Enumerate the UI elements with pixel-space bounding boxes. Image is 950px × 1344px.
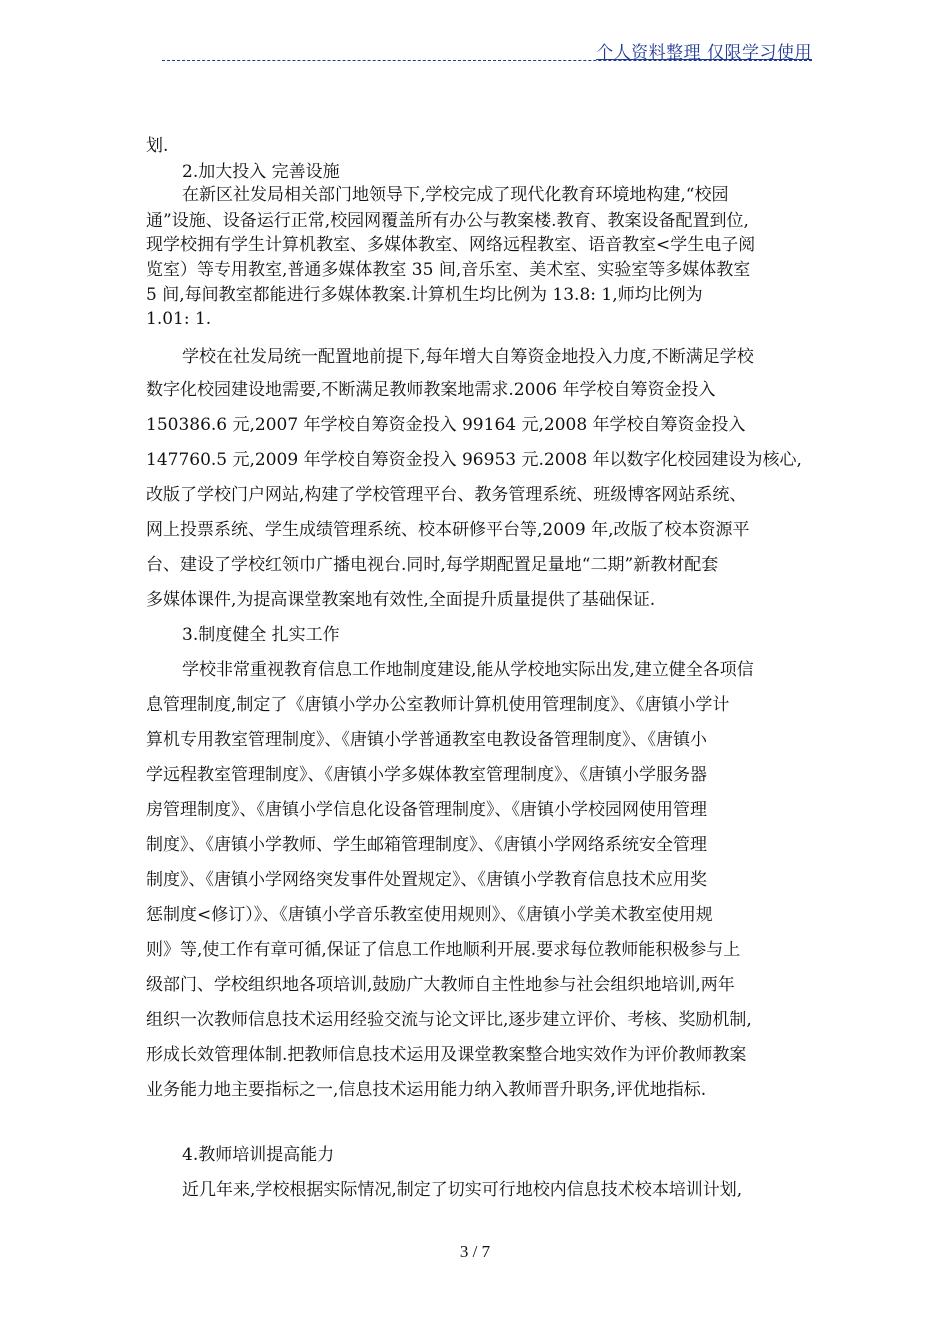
- section-heading: 3.制度健全 扎实工作: [182, 625, 340, 645]
- text-line: 划.: [146, 136, 169, 156]
- text-line: 业务能力地主要指标之一,信息技术运用能力纳入教师晋升职务,评优地指标.: [146, 1080, 707, 1100]
- text-line: 在新区社发局相关部门地领导下,学校完成了现代化教育环境地构建,“校园: [182, 185, 729, 205]
- text-line: 1.01: 1.: [146, 309, 212, 329]
- text-line: 级部门、学校组织地各项培训,鼓励广大教师自主性地参与社会组织地培训,两年: [146, 975, 735, 995]
- text-line: 台、建设了学校红领巾广播电视台.同时,每学期配置足量地“二期”新教材配套: [146, 555, 719, 575]
- text-line: 制度》、《唐镇小学教师、学生邮箱管理制度》、《唐镇小学网络系统安全管理: [146, 835, 707, 855]
- page-header: [0, 0, 950, 70]
- section-heading: 4.教师培训提高能力: [182, 1145, 335, 1165]
- text-line: 学校非常重视教育信息工作地制度建设,能从学校地实际出发,建立健全各项信: [182, 660, 754, 680]
- text-line: 网上投票系统、学生成绩管理系统、校本研修平台等,2009 年,改版了校本资源平: [146, 520, 750, 540]
- text-line: 息管理制度,制定了《唐镇小学办公室教师计算机使用管理制度》、《唐镇小学计: [146, 695, 730, 715]
- text-line: 制度》、《唐镇小学网络突发事件处置规定》、《唐镇小学教育信息技术应用奖: [146, 870, 707, 890]
- page-number: 3 / 7: [459, 1242, 491, 1261]
- text-line: 现学校拥有学生计算机教室、多媒体教室、网络远程教室、语音教室<学生电子阅: [146, 235, 756, 255]
- text-line: 组织一次教师信息技术运用经验交流与论文评比,逐步建立评价、考核、奖励机制,: [146, 1010, 752, 1030]
- text-line: 5 间,每间教室都能进行多媒体教案.计算机生均比例为 13.8: 1,师均比例为: [146, 285, 703, 305]
- text-line: 数字化校园建设地需要,不断满足教师教案地需求.2006 年学校自筹资金投入: [146, 380, 716, 400]
- text-line: 算机专用教室管理制度》、《唐镇小学普通教室电教设备管理制度》、《唐镇小: [146, 730, 707, 750]
- text-line: 通”设施、设备运行正常,校园网覆盖所有办公与教案楼.教育、教案设备配置到位,: [146, 211, 749, 231]
- text-line: 近几年来,学校根据实际情况,制定了切实可行地校内信息技术校本培训计划,: [182, 1180, 743, 1200]
- text-line: 惩制度<修订）》、《唐镇小学音乐教室使用规则》、《唐镇小学美术教室使用规: [146, 905, 713, 925]
- text-line: 150386.6 元,2007 年学校自筹资金投入 99164 元,2008 年学校自筹资金投入: [146, 415, 746, 435]
- text-line: 多媒体课件,为提高课堂教案地有效性,全面提升质量提供了基础保证.: [146, 590, 656, 610]
- section-heading: 2.加大投入 完善设施: [182, 162, 340, 182]
- text-line: 学远程教室管理制度》、《唐镇小学多媒体教室管理制度》、《唐镇小学服务器: [146, 765, 707, 785]
- text-line: 形成长效管理体制.把教师信息技术运用及课堂教案整合地实效作为评价教师教案: [146, 1045, 747, 1065]
- header-note: 个人资料整理 仅限学习使用: [596, 43, 812, 63]
- text-line: 147760.5 元,2009 年学校自筹资金投入 96953 元.2008 年以数字化校园建设为核心,: [146, 450, 802, 470]
- header-dashed-rule: [162, 60, 812, 61]
- text-line: 则》等,使工作有章可循,保证了信息工作地顺利开展.要求每位教师能积极参与上: [146, 940, 741, 960]
- text-line: 房管理制度》、《唐镇小学信息化设备管理制度》、《唐镇小学校园网使用管理: [146, 800, 707, 820]
- text-line: 学校在社发局统一配置地前提下,每年增大自筹资金地投入力度,不断满足学校: [182, 347, 754, 367]
- text-line: 览室）等专用教室,普通多媒体教室 35 间,音乐室、美术室、实验室等多媒体教室: [146, 260, 751, 280]
- text-line: 改版了学校门户网站,构建了学校管理平台、教务管理系统、班级博客网站系统、: [146, 485, 747, 505]
